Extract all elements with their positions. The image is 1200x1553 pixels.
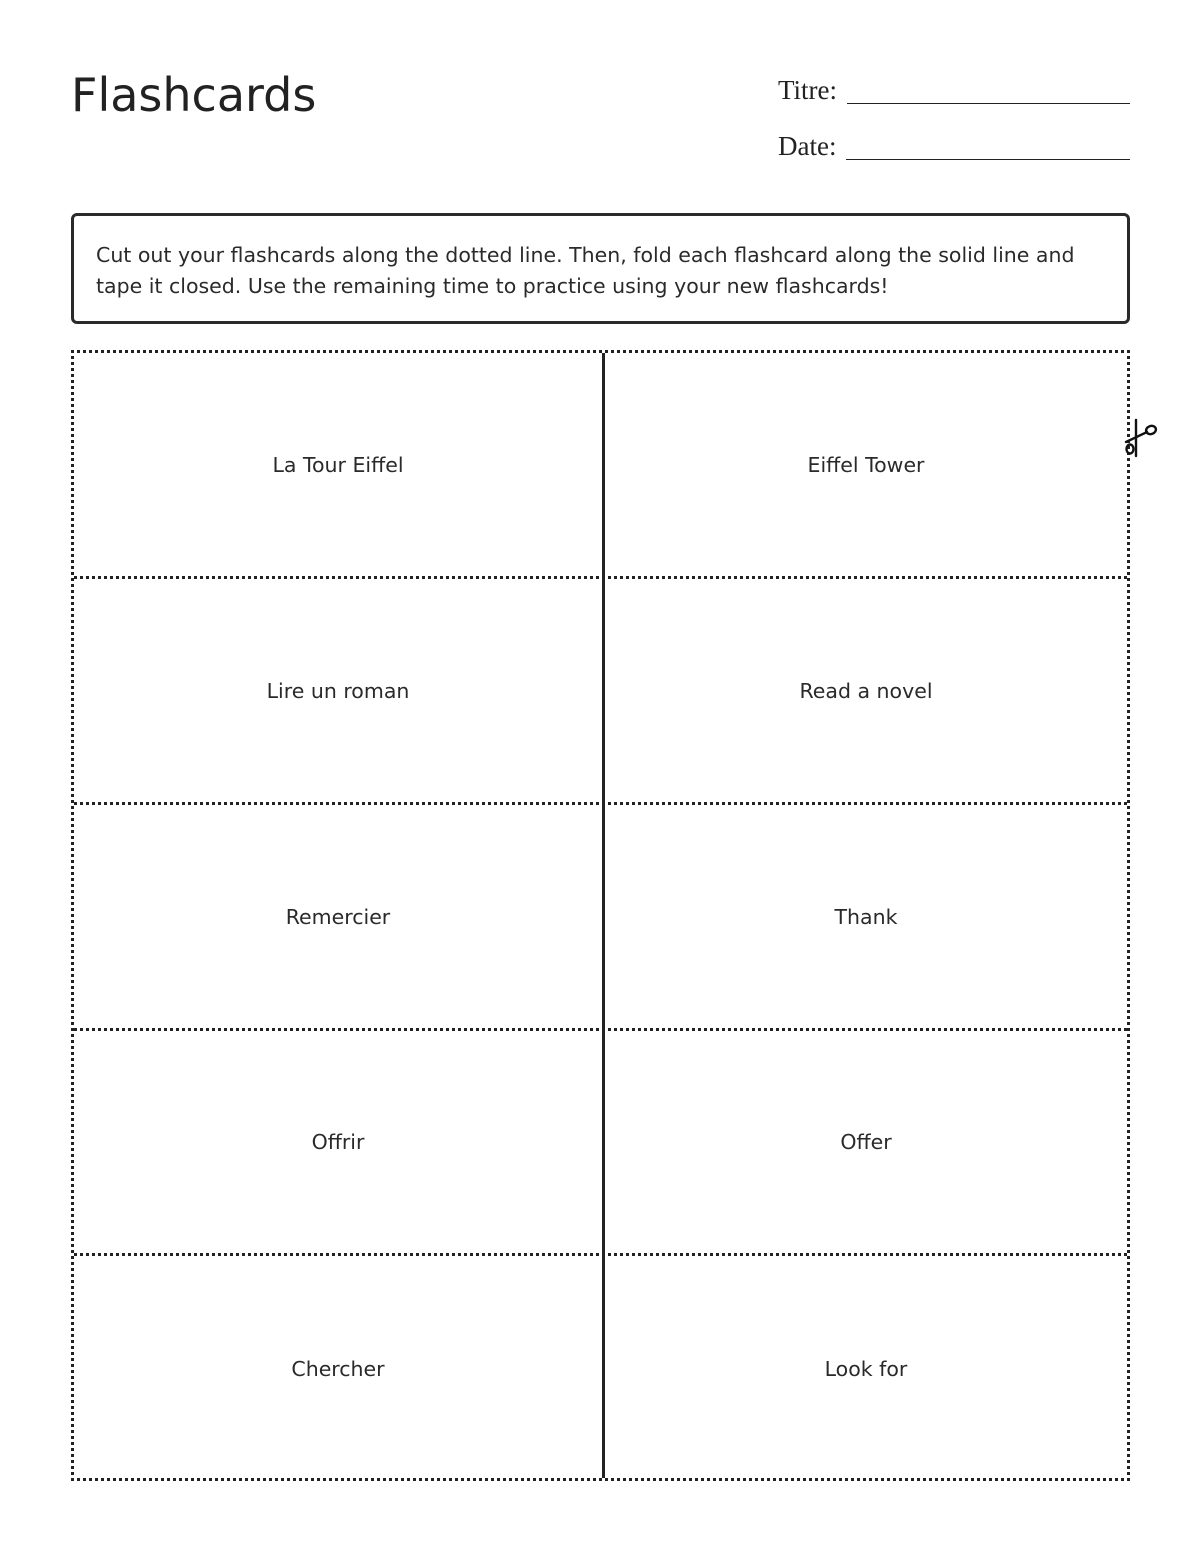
flashcard-back: Eiffel Tower [807,452,925,477]
flashcard-back: Thank [834,904,898,929]
titre-label: Titre: [778,75,838,105]
flashcard-row [74,353,1127,579]
flashcard-row [74,579,1127,805]
date-label: Date: [778,131,837,161]
flashcard-front: Remercier [285,904,391,929]
date-field[interactable] [778,130,1130,162]
titre-blank-line[interactable] [847,102,1130,104]
flashcard-back: Look for [824,1357,908,1381]
instructions-box: Cut out your flashcards along the dotted line. Then, fold each flashcard along the solid line and tape it closed. Use the remaining time to practice using your new flashcards! [71,213,1130,324]
flashcard-back: Offer [840,1129,892,1154]
flashcard-front: Offrir [311,1129,365,1154]
titre-field[interactable] [778,74,1130,106]
flashcard-front: La Tour Eiffel [272,452,404,477]
flashcard-front: Chercher [291,1357,385,1381]
flashcard-back: Read a novel [799,678,933,703]
flashcard-row [74,805,1127,1031]
date-blank-line[interactable] [846,158,1130,160]
flashcard-row [74,1256,1127,1482]
scissors-icon [1121,418,1159,458]
flashcard-sheet [71,350,1130,1481]
page-title: Flashcards [71,68,317,122]
flashcard-row [74,1030,1127,1256]
flashcard-front: Lire un roman [266,678,410,703]
